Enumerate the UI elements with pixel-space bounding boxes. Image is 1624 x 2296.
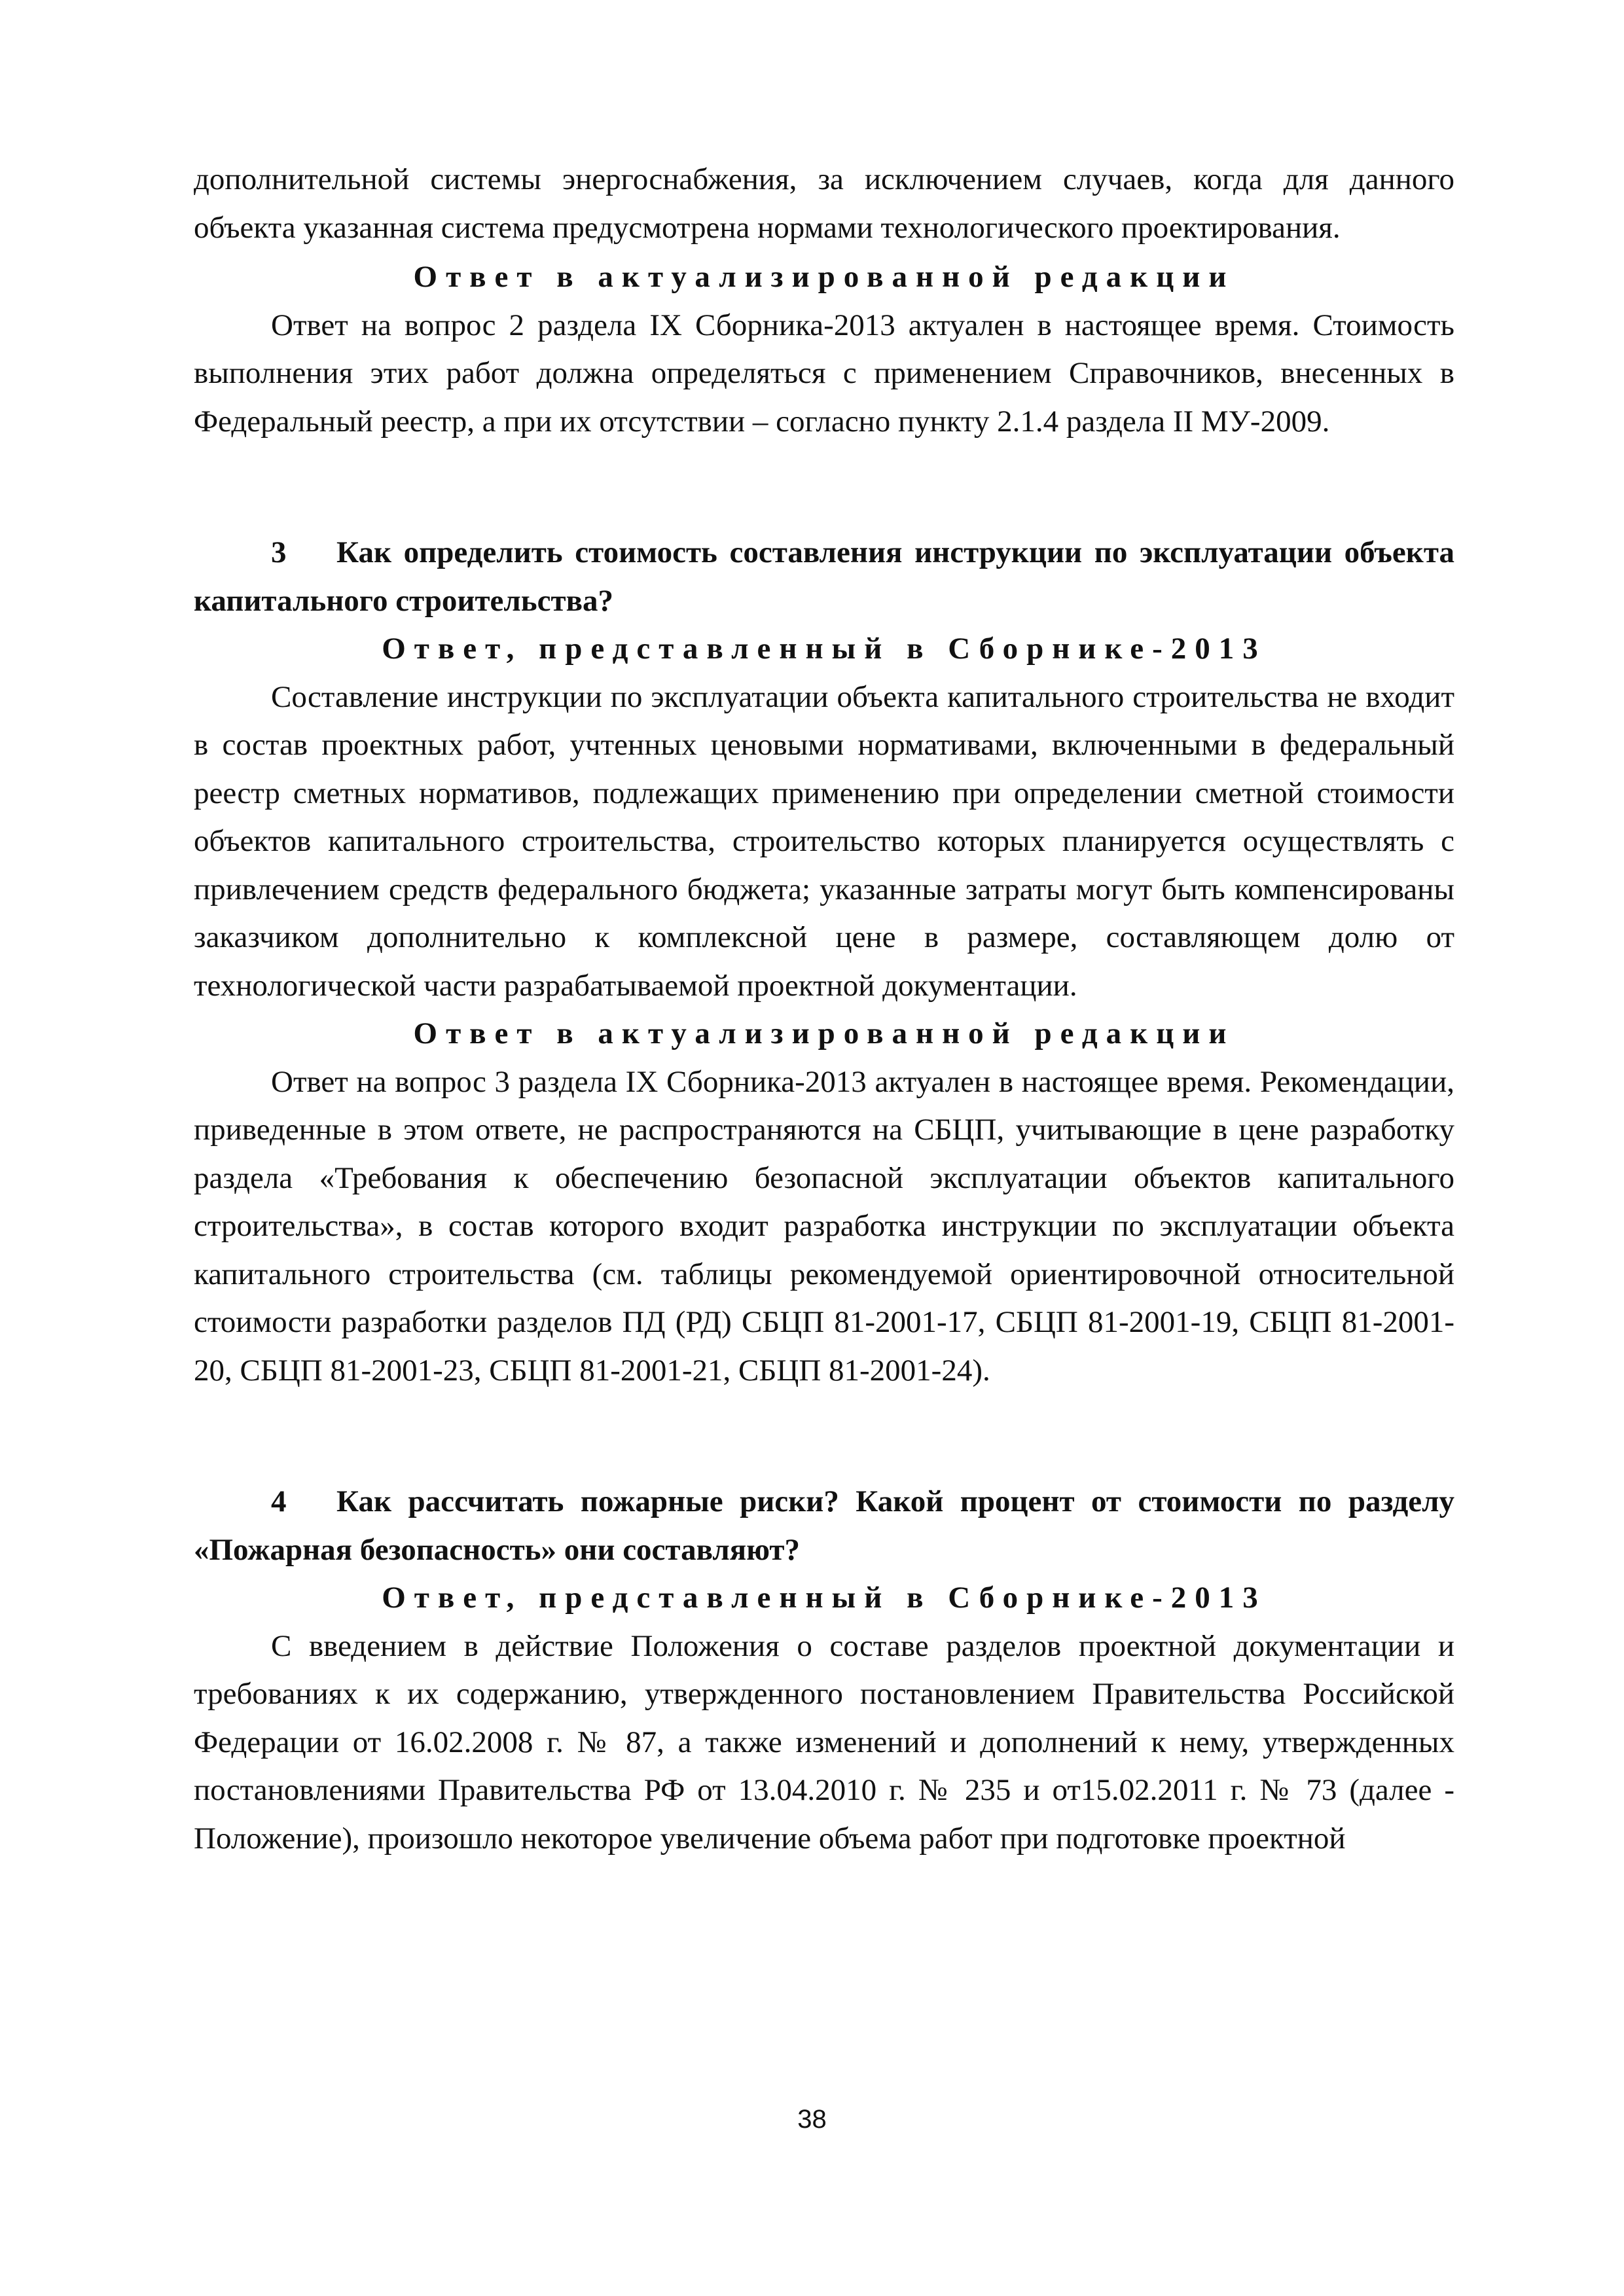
heading-updated-answer-q3: Ответ в актуализированной редакции <box>413 1016 1235 1050</box>
paragraph-updated-answer-q2: Ответ на вопрос 2 раздела IX Сборника-2013 актуален в настоящее время. Стоимость выполнения этих работ должна определяться с применением Справочников, внесенных в Федеральный реестр, а при их отсутствии – согласно пункту 2.1.4 раздела II МУ-2009. <box>194 308 1454 439</box>
page-number: 38 <box>797 2105 827 2134</box>
question-4-number: 4 <box>271 1484 287 1518</box>
heading-collection-answer-q3: Ответ, представленный в Сборнике-2013 <box>382 632 1267 666</box>
question-3-text: Как определить стоимость составления инструкции по эксплуатации объекта капитального строительства? <box>194 535 1454 618</box>
document-page <box>194 156 1454 1863</box>
heading-updated-answer-q2: Ответ в актуализированной редакции <box>413 260 1235 294</box>
paragraph-updated-answer-q3: Ответ на вопрос 3 раздела IX Сборника-2013 актуален в настоящее время. Рекомендации, приведенные в этом ответе, не распространяются на СБЦП, учитывающие в цене разработку раздела «Требования к обеспечению безопасной эксплуатации объектов капитального строительства», в состав которого входит разработка инструкции по эксплуатации объекта капитального строительства (см. таблицы рекомендуемой ориентировочной относительной стоимости разработки разделов ПД (РД) СБЦП 81-2001-17, СБЦП 81-2001-19, СБЦП 81-2001-20, СБЦП 81-2001-23, СБЦП 81-2001-21, СБЦП 81-2001-24). <box>194 1064 1454 1388</box>
question-3-number: 3 <box>271 535 287 569</box>
question-3 <box>194 529 1454 625</box>
question-4-text: Как рассчитать пожарные риски? Какой процент от стоимости по разделу «Пожарная безопасность» они составляют? <box>194 1484 1454 1567</box>
paragraph-collection-answer-q4: С введением в действие Положения о составе разделов проектной документации и требованиях к их содержанию, утвержденного постановлением Правительства Российской Федерации от 16.02.2008 г. № 87, а также изменений и дополнений к нему, утвержденных постановлениями Правительства РФ от 13.04.2010 г. № 235 и от15.02.2011 г. № 73 (далее - Положение), произошло некоторое увеличение объема работ при подготовке проектной <box>194 1628 1454 1856</box>
question-4 <box>194 1478 1454 1574</box>
paragraph-intro-continuation: дополнительной системы энергоснабжения, за исключением случаев, когда для данного объекта указанная система предусмотрена нормами технологического проектирования. <box>194 162 1454 245</box>
heading-collection-answer-q4: Ответ, представленный в Сборнике-2013 <box>382 1581 1267 1615</box>
paragraph-collection-answer-q3: Составление инструкции по эксплуатации объекта капитального строительства не входит в состав проектных работ, учтенных ценовыми нормативами, включенными в федеральный реестр сметных нормативов, подлежащих применению при определении сметной стоимости объектов капитального строительства, строительство которых планируется осуществлять с привлечением средств федерального бюджета; указанные затраты могут быть компенсированы заказчиком дополнительно к комплексной цене в размере, составляющем долю от технологической части разрабатываемой проектной документации. <box>194 679 1454 1003</box>
